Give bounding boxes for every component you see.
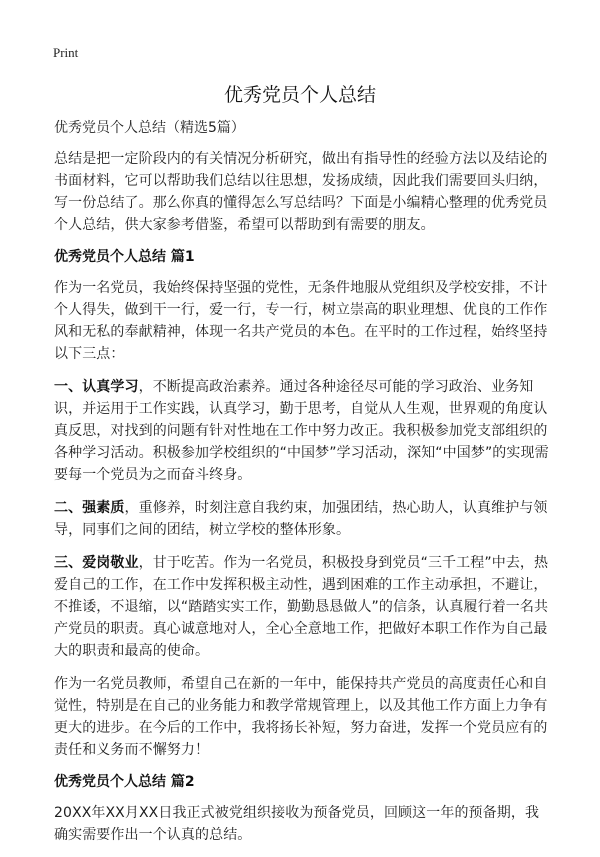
- point-3-text: ，甘于吃苦。作为一名党员，积极投身到党员“三千工程”中去，热爱自己的工作，在工作中发挥积极主动性，遇到困难的工作主动承担，不避让，不推诿，不退缩，以“踏踏实实工作，勤勤恳恳做人”的信条，认真履行着一名共产党员的职责。真心诚意地对人，全心全意地工作，把做好本职工作作为自己最大的职责和最高的使命。: [54, 555, 549, 659]
- point-1-lead: 一、认真学习: [54, 379, 139, 395]
- intro-paragraph: 总结是把一定阶段内的有关情况分析研究，做出有指导性的经验方法以及结论的书面材料，它可以帮助我们总结以往思想，发扬成绩，因此我们需要回头归纳，写一份总结了。那么你真的懂得怎么写总结吗？下面是小编精心整理的优秀党员个人总结，供大家参考借鉴，希望可以帮助到有需要的朋友。: [54, 151, 548, 233]
- print-link[interactable]: Print: [53, 45, 79, 60]
- section-2-paragraph: 20XX年XX月XX日我正式被党组织接收为预备党员，回顾这一年的预备期，我确实需要作出一个认真的总结。: [54, 805, 540, 843]
- section-heading-2: 优秀党员个人总结 篇2: [54, 774, 195, 790]
- point-3-paragraph: [54, 552, 550, 662]
- point-3-lead: 三、爱岗敬业: [54, 555, 139, 571]
- section-heading-1: 优秀党员个人总结 篇1: [54, 249, 195, 265]
- document-subtitle: 优秀党员个人总结（精选5篇）: [54, 120, 245, 136]
- point-2-text: ，重修养，时刻注意自我约束，加强团结，热心助人，认真维护与领导，同事们之间的团结，树立学校的整体形象。: [54, 500, 548, 538]
- document-body: [54, 118, 550, 857]
- page-title: 优秀党员个人总结: [223, 84, 376, 106]
- section-1-paragraph: 作为一名党员，我始终保持坚强的党性，无条件地服从党组织及学校安排，不计个人得失，做到干一行，爱一行，专一行，树立崇高的职业理想、优良的工作作风和无私的奉献精神，体现一名共产党员的本色。在平时的工作过程，始终坚持以下三点：: [54, 280, 548, 362]
- point-1-text: ，不断提高政治素养。通过各种途径尽可能的学习政治、业务知识，并运用于工作实践，认真学习，勤于思考，自觉从人生观，世界观的角度认真反思，对找到的问题有针对性地在工作中努力改正。我积极参加党支部组织的各种学习活动。积极参加学校组织的“中国梦”学习活动，深知“中国梦”的实现需要每一个党员为之而奋斗终身。: [54, 379, 549, 483]
- point-1-paragraph: [54, 376, 550, 486]
- point-2-lead: 二、强素质: [54, 500, 125, 516]
- point-2-paragraph: [54, 497, 550, 541]
- closing-paragraph: 作为一名党员教师，希望自己在新的一年中，能保持共产党员的高度责任心和自觉性，特别是在自己的业务能力和教学常规管理上，以及其他工作方面上力争有更大的进步。在今后的工作中，我将扬长补短，努力奋进，发挥一个党员应有的责任和义务而不懈努力！: [54, 676, 548, 758]
